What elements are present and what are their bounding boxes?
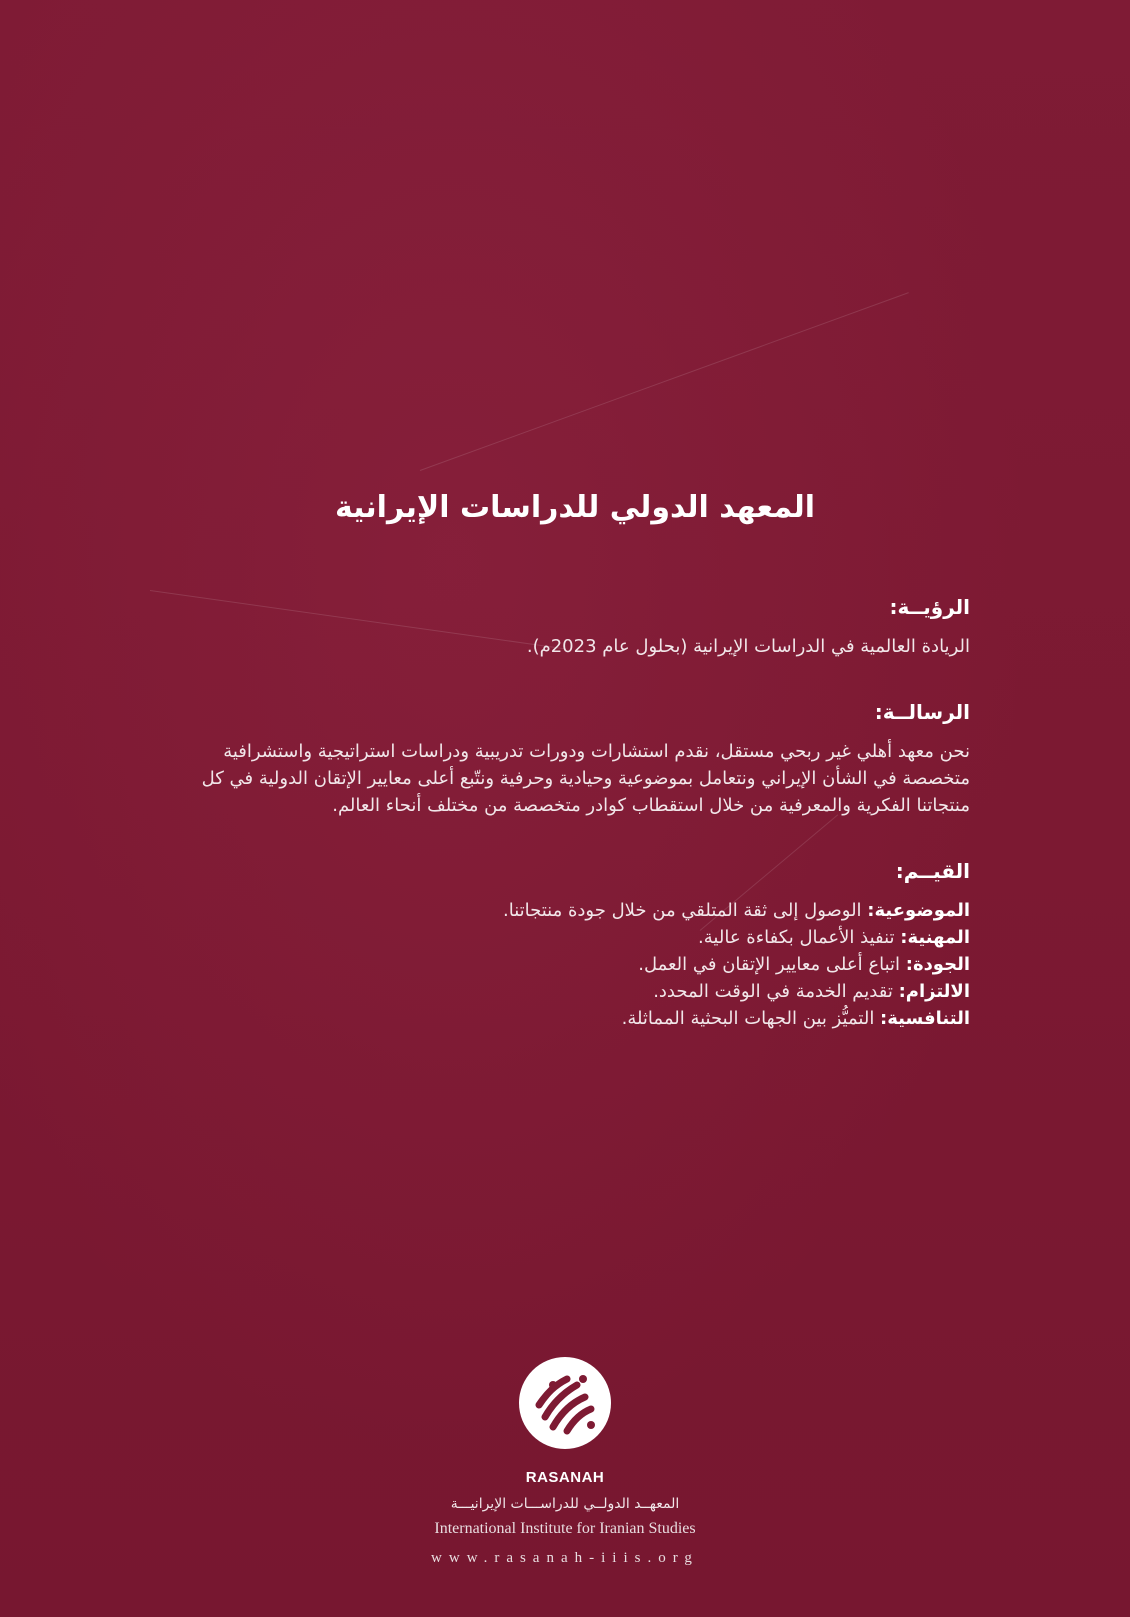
value-term: الالتزام:	[898, 981, 970, 1002]
value-term: التنافسية:	[880, 1008, 970, 1029]
value-item-quality	[180, 951, 970, 978]
value-term: المهنية:	[900, 927, 970, 948]
institute-arabic-name: المعهــد الدولــي للدراســـات الإيرانيـــة	[450, 1496, 680, 1512]
value-item-commitment	[180, 978, 970, 1005]
rasanah-logo-icon	[517, 1355, 613, 1451]
value-item-professionalism	[180, 924, 970, 951]
vision-heading: الرؤيــة:	[889, 595, 970, 619]
value-item-competitiveness	[180, 1005, 970, 1032]
value-text: الوصول إلى ثقة المتلقي من خلال جودة منتجاتنا.	[503, 900, 868, 921]
mission-section	[180, 700, 970, 819]
mission-text: نحن معهد أهلي غير ربحي مستقل، نقدم استشارات ودورات تدريبية ودراسات استراتيجية واستشرافية متخصصة في الشأن الإيراني ونتعامل بموضوعية وحيادية وحرفية ونتّبع أعلى معايير الإتقان الدولية في كل منتجاتنا الفكرية والمعرفية من خلال استقطاب كوادر متخصصة من مختلف أنحاء العالم.	[201, 741, 970, 816]
values-section	[180, 859, 970, 1032]
vision-section	[180, 595, 970, 660]
institute-english-name: International Institute for Iranian Studies	[434, 1520, 696, 1537]
institute-title: المعهد الدولي للدراسات الإيرانية	[334, 490, 816, 525]
value-text: تقديم الخدمة في الوقت المحدد.	[653, 981, 899, 1002]
cover-scuff-mark	[420, 292, 909, 471]
value-term: الموضوعية:	[867, 900, 970, 921]
value-text: التميُّز بين الجهات البحثية المماثلة.	[621, 1008, 881, 1029]
mission-heading: الرسالــة:	[874, 700, 970, 724]
cover-text-block	[180, 490, 970, 1032]
value-item-objectivity	[180, 897, 970, 924]
brand-name: RASANAH	[525, 1469, 605, 1486]
website-url: www.rasanah-iiis.org	[431, 1550, 699, 1566]
rasanah-logo-graphic	[517, 1355, 613, 1451]
values-heading: القيــم:	[895, 859, 970, 883]
value-term: الجودة:	[905, 954, 970, 975]
value-text: تنفيذ الأعمال بكفاءة عالية.	[698, 927, 901, 948]
values-list	[180, 897, 970, 1032]
vision-text: الريادة العالمية في الدراسات الإيرانية (بحلول عام 2023م).	[526, 636, 970, 657]
value-text: اتباع أعلى معايير الإتقان في العمل.	[638, 954, 906, 975]
publisher-footer	[0, 1355, 1130, 1567]
